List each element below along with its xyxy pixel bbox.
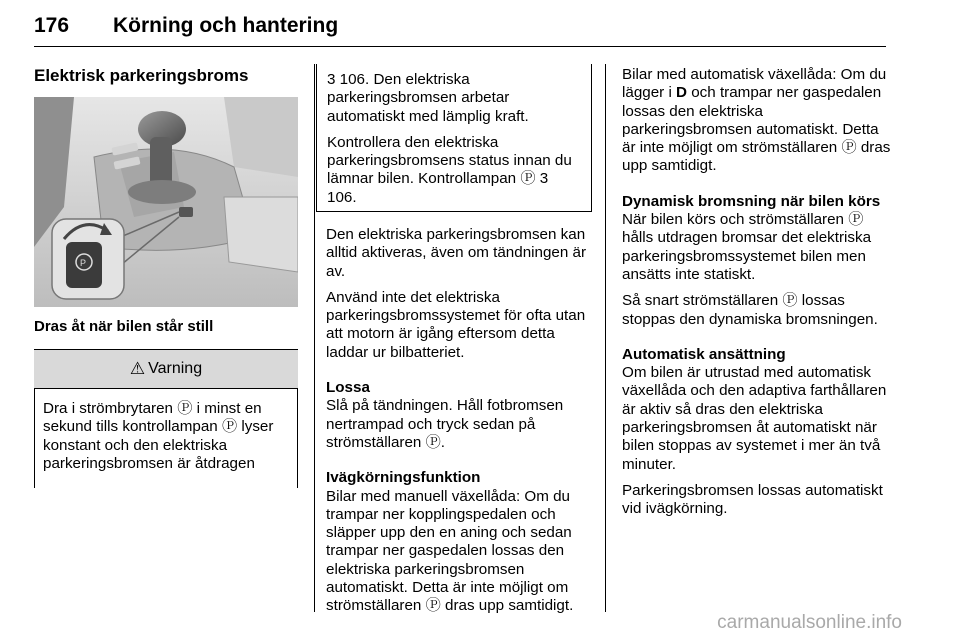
paragraph <box>622 66 892 176</box>
header-rule <box>34 46 886 47</box>
column-3 <box>622 66 892 527</box>
parking-brake-switch-photo <box>34 97 298 307</box>
svg-text:P: P <box>80 258 87 268</box>
warning-triangle-icon: ⚠ <box>129 359 146 378</box>
paragraph: Parkeringsbromsen lossas automatiskt vid ivägkörning. <box>622 481 883 518</box>
paragraph: Om bilen är utrustad med automatisk växellåda och den adaptiva farthållaren är aktiv så dras den elektriska parkeringsbromsen åt automatiskt när bilen stoppas av systemet i mer än två minuter. <box>622 364 887 473</box>
gear-d-label: D <box>676 84 688 102</box>
subheading-ivagkorning: Ivägkörningsfunktion <box>326 469 481 487</box>
warning-box <box>34 349 298 488</box>
note-paragraph: Kontrollera den elektriska parkeringsbromsens status innan du lämnar bilen. Kontrollampan Ⓟ 3 106. <box>327 133 572 206</box>
watermark: carmanualsonline.info <box>717 612 902 633</box>
paragraph: När bilen körs och strömställaren Ⓟ hålls utdragen bromsar det elektriska parkeringsbromssystemet bilen men ansätts inte statiskt. <box>622 211 872 283</box>
figure-caption: Dras åt när bilen står still <box>34 318 214 335</box>
paragraph: Slå på tändningen. Håll fotbromsen nertrampad och tryck sedan på strömställaren Ⓟ. <box>326 397 564 451</box>
paragraph: Bilar med manuell växellåda: Om du trampar ner kopplingspedalen och släpper upp den en aning och sedan trampar ner gaspedalen lossas den elektriska parkeringsbromsen automatiskt. Detta är inte möjligt om strömställaren Ⓟ dras upp samtidigt. <box>326 487 574 615</box>
section-title: Elektrisk parkeringsbroms <box>34 66 249 85</box>
subheading-dynamisk-bromsning: Dynamisk bromsning när bilen körs <box>622 192 881 210</box>
text-run: Bilar med automatisk växellåda: Om du lägger i <box>622 66 887 102</box>
chapter-title: Körning och hantering <box>113 14 339 37</box>
page-number: 176 <box>34 14 70 37</box>
note-paragraph: 3 106. Den elektriska parkeringsbromsen arbetar automatiskt med lämplig kraft. <box>327 71 529 125</box>
column-divider <box>314 64 315 612</box>
note-box <box>316 64 592 212</box>
text-run: och trampar ner gaspedalen lossas den elektriska parkeringsbromsen automatiskt. Detta är inte möjligt om strömställaren Ⓟ dras upp samtidigt. <box>622 84 891 175</box>
column-2 <box>326 226 601 624</box>
warning-text: Dra i strömbrytaren Ⓟ i minst en sekund tills kontrollampan Ⓟ lyser konstant och den elektriska parkeringsbromsen är åtdragen <box>34 389 298 488</box>
subheading-lossa: Lossa <box>326 379 370 397</box>
paragraph: Den elektriska parkeringsbromsen kan alltid aktiveras, även om tändningen är av. <box>326 226 587 280</box>
column-divider <box>605 64 606 612</box>
warning-header <box>34 349 298 389</box>
subheading-automatisk-ansattning: Automatisk ansättning <box>622 345 786 363</box>
paragraph: Använd inte det elektriska parkeringsbromssystemet för ofta utan att motorn är igång eftersom detta laddar ur bilbatteriet. <box>326 288 586 361</box>
paragraph: Så snart strömställaren Ⓟ lossas stoppas den dynamiska bromsningen. <box>622 292 878 328</box>
warning-title: Varning <box>148 360 203 377</box>
